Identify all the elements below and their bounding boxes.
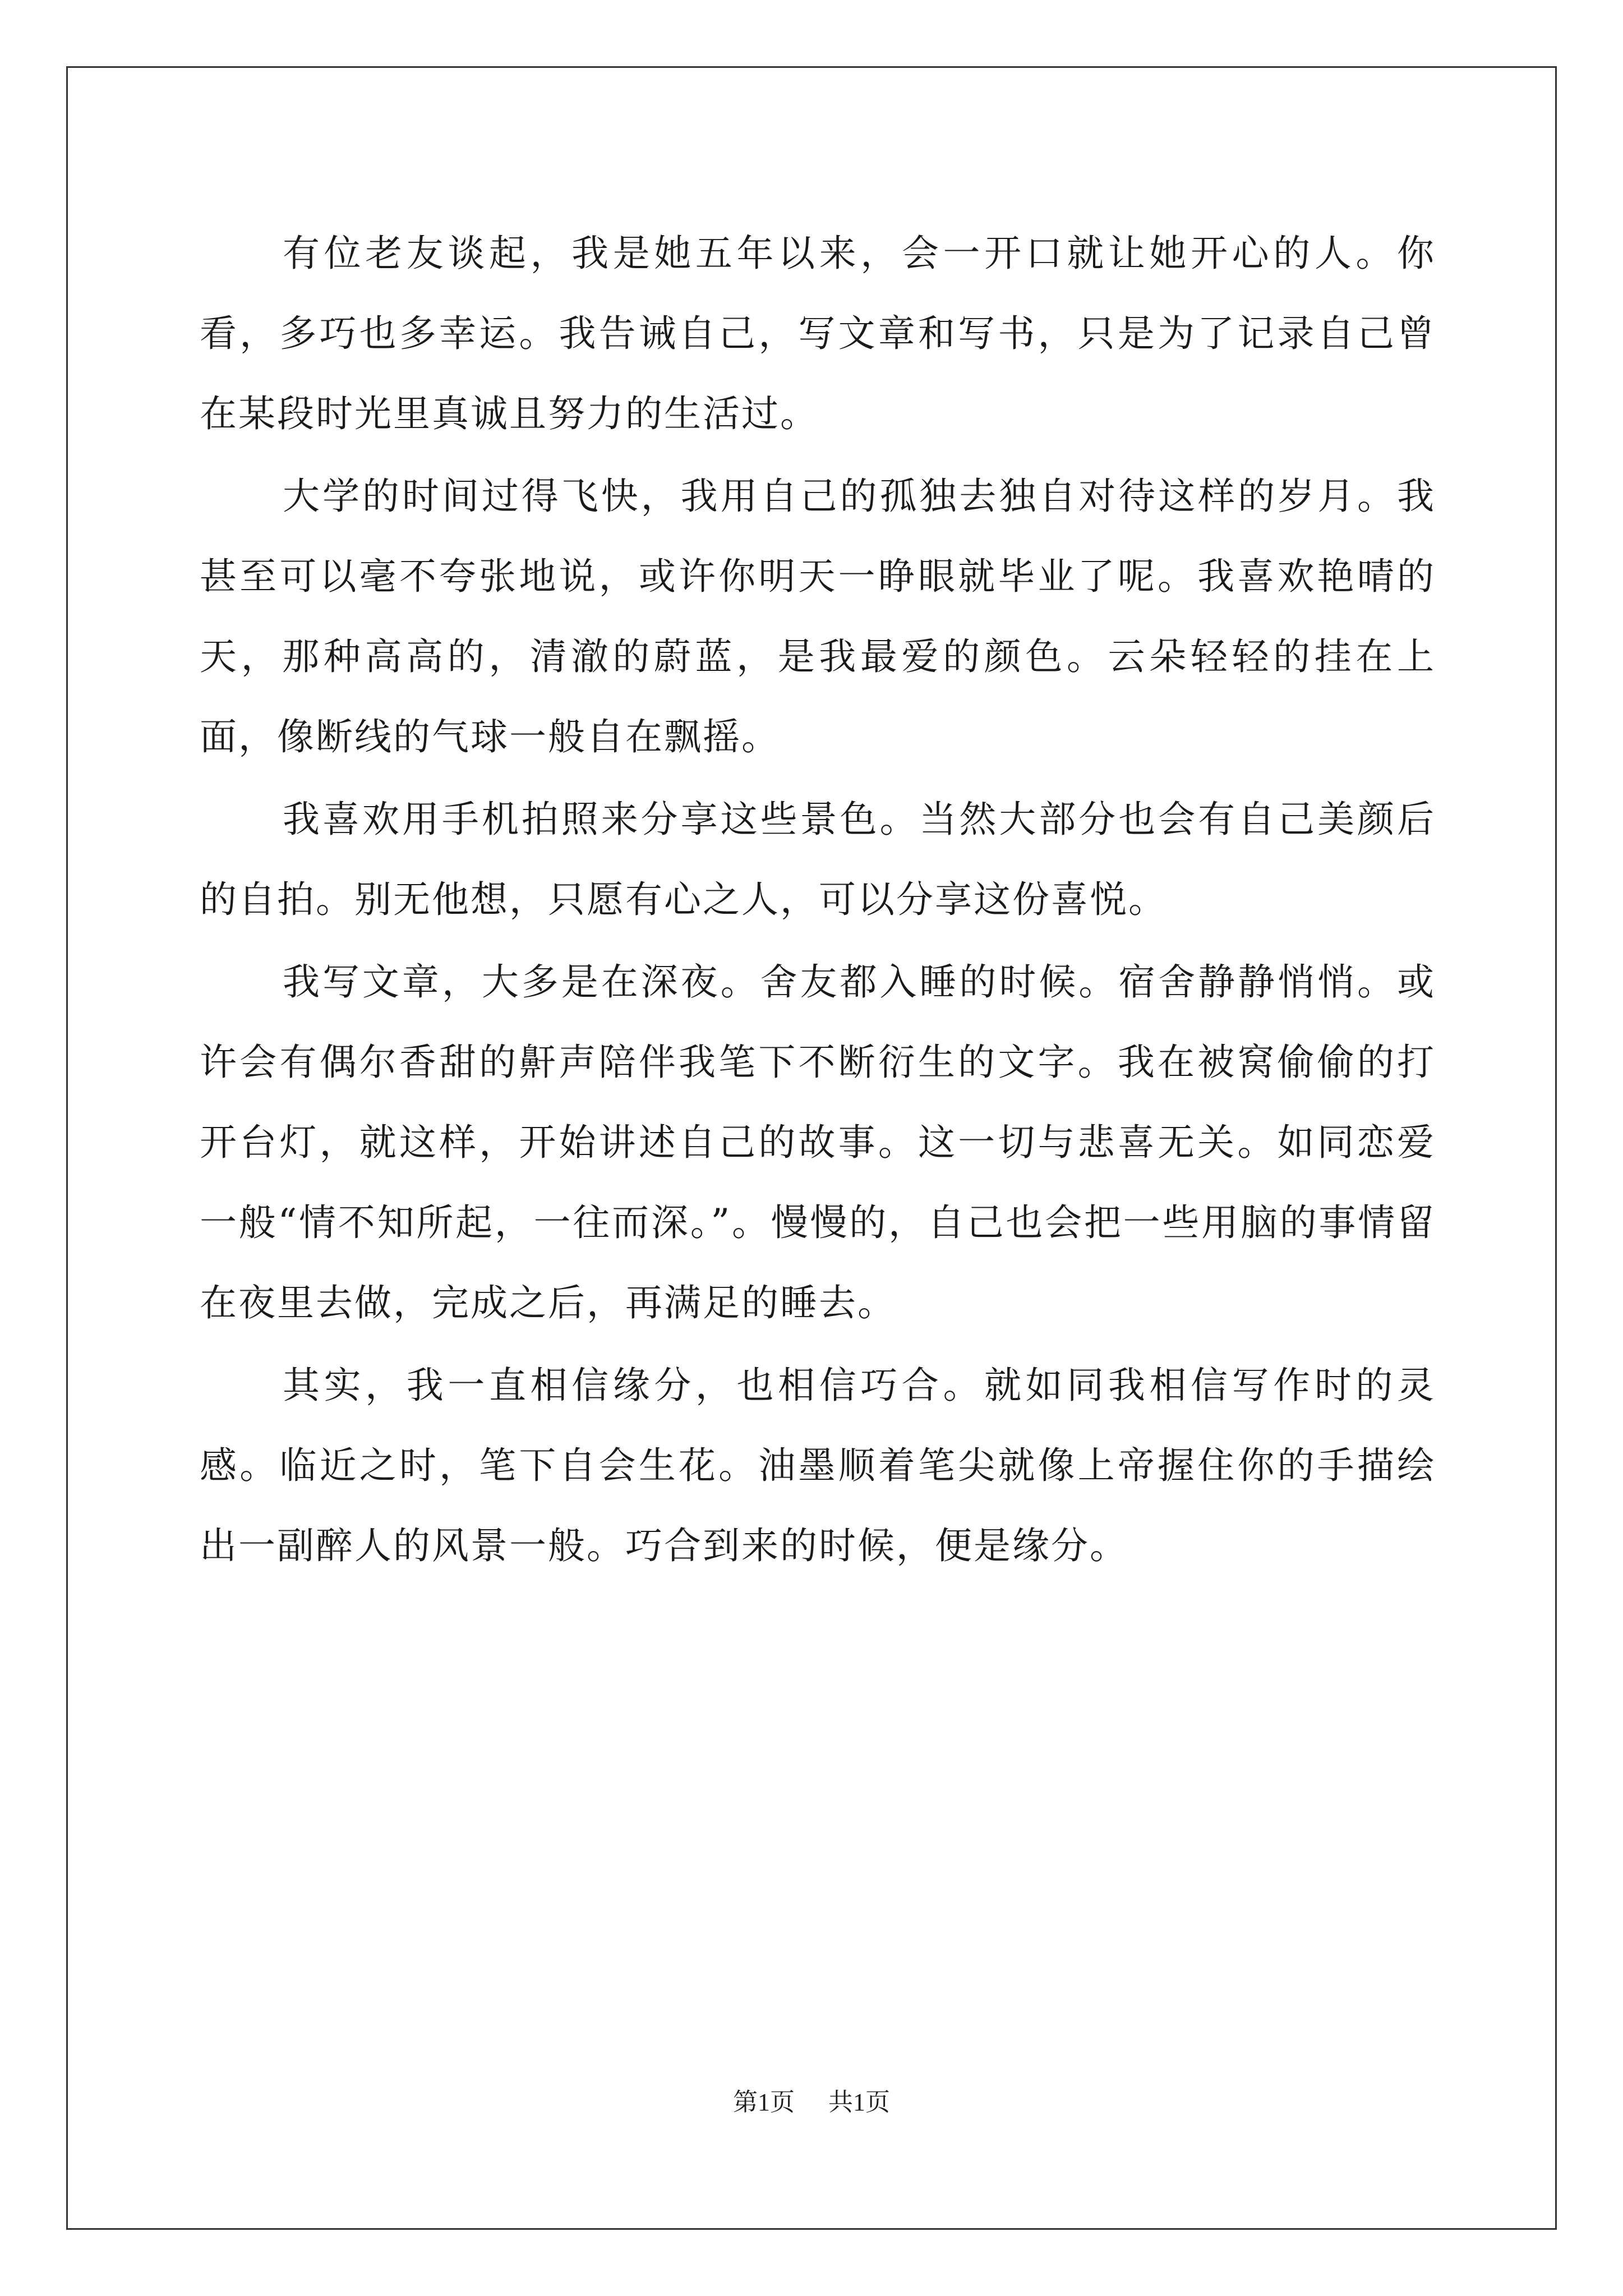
paragraph-5: 其实，我一直相信缘分，也相信巧合。就如同我相信写作时的灵感。临近之时，笔下自会生花。油墨顺着笔尖就像上帝握住你的手描绘出一副醉人的风景一般。巧合到来的时候，便是缘分。 [200,1364,1436,1567]
paragraph-4: 我写文章，大多是在深夜。舍友都入睡的时候。宿舍静静悄悄。或许会有偶尔香甜的鼾声陪伴我笔下不断衍生的文字。我在被窝偷偷的打开台灯，就这样，开始讲述自己的故事。这一切与悲喜无关。如同恋爱一般“情不知所起，一往而深。”。慢慢的，自己也会把一些用脑的事情留在夜里去做，完成之后，再满足的睡去。 [200,960,1436,1324]
page-number-current: 第1页 [733,2088,795,2116]
page-number-total: 共1页 [828,2088,890,2116]
page-footer [0,2086,1623,2119]
paragraph-2: 大学的时间过得飞快，我用自己的孤独去独自对待这样的岁月。我甚至可以毫不夸张地说，或许你明天一睁眼就毕业了呢。我喜欢艳晴的天，那种高高的，清澈的蔚蓝，是我最爱的颜色。云朵轻轻的挂在上面，像断线的气球一般自在飘摇。 [200,475,1436,758]
paragraph-3: 我喜欢用手机拍照来分享这些景色。当然大部分也会有自己美颜后的自拍。别无他想，只愿有心之人，可以分享这份喜悦。 [200,798,1436,921]
document-body [200,213,1436,1586]
paragraph-1: 有位老友谈起，我是她五年以来，会一开口就让她开心的人。你看，多巧也多幸运。我告诫自己，写文章和写书，只是为了记录自己曾在某段时光里真诚且努力的生活过。 [200,232,1436,435]
